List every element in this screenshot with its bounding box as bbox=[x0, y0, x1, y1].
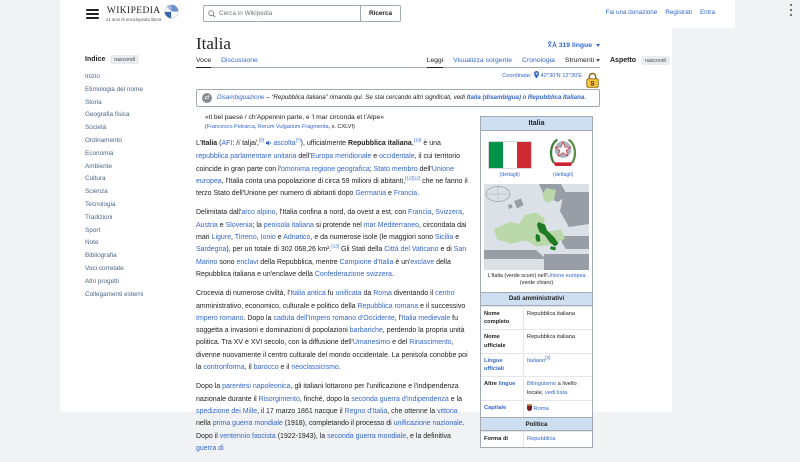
link-enclavi[interactable]: enclavi bbox=[236, 258, 259, 266]
text: ( bbox=[205, 124, 207, 130]
text: , l' bbox=[394, 314, 402, 322]
link-italia-antica[interactable]: Italia antica bbox=[290, 290, 326, 298]
toc-hide-button[interactable]: nascondi bbox=[110, 55, 139, 64]
text: e il successivo bbox=[418, 302, 466, 310]
text: . bbox=[584, 93, 587, 101]
toc-link-note[interactable]: Note bbox=[85, 239, 99, 247]
link-tirreno[interactable]: Tirreno bbox=[234, 234, 257, 242]
text: fu bbox=[325, 290, 336, 298]
roma-shield-icon bbox=[527, 404, 532, 414]
link-vedi-lista[interactable]: vedi lista bbox=[545, 389, 568, 396]
text: – “Repubblica italiana” rimanda qui. Se stai cercando altri significati, vedi bbox=[264, 93, 467, 101]
text: ; bbox=[369, 165, 374, 173]
link-repubblica-parlamentare[interactable]: repubblica parlamentare bbox=[196, 153, 272, 161]
toc-link-etimologia-del-nome[interactable]: Etimologia del nome bbox=[85, 85, 143, 93]
tab-cronologia[interactable]: Cronologia bbox=[522, 57, 555, 64]
infobox-row bbox=[481, 400, 592, 417]
toc-item bbox=[85, 84, 191, 97]
top-header bbox=[60, 0, 735, 28]
language-icon bbox=[547, 40, 557, 51]
link-repubblica[interactable]: Repubblica bbox=[527, 436, 556, 443]
toc-link-tradizioni[interactable]: Tradizioni bbox=[85, 213, 113, 221]
logo-wordmark: WIKIPEDIA bbox=[106, 6, 161, 16]
toc-link-societ[interactable]: Società bbox=[85, 124, 107, 132]
text: e di bbox=[438, 246, 454, 254]
text: e la bbox=[448, 395, 462, 403]
text: . Dopo il bbox=[196, 420, 465, 440]
wikipedia-globe-icon bbox=[164, 4, 179, 24]
text: Nome completo bbox=[484, 310, 510, 325]
infobox-row bbox=[481, 306, 592, 330]
country-infobox bbox=[480, 116, 593, 448]
chevron-down-icon bbox=[596, 59, 600, 62]
appearance-panel bbox=[610, 56, 670, 65]
emblem-details-link[interactable]: (dettagli) bbox=[553, 171, 574, 178]
semi-protection-lock-icon[interactable] bbox=[586, 72, 599, 93]
text: , divenne nuovamente il centro culturale del mondo occidentale. La penisola conobbe poi la bbox=[196, 339, 468, 372]
link-citt-del-vaticano[interactable]: Città del Vaticano bbox=[384, 246, 439, 254]
tab-leggi[interactable]: Leggi bbox=[427, 57, 444, 68]
disambiguation-hatnote bbox=[196, 89, 600, 107]
infobox-section-politica: Politica bbox=[481, 417, 592, 431]
toc-item bbox=[85, 186, 191, 199]
speaker-icon bbox=[266, 139, 272, 151]
link-ascolta[interactable]: ascolta bbox=[273, 140, 296, 147]
text: Altre bbox=[484, 381, 499, 388]
toc-item bbox=[85, 71, 191, 84]
text: fu soggetta a invasioni e dominazioni di popolazioni bbox=[196, 314, 459, 335]
text: e bbox=[453, 234, 460, 242]
toc-link-economia[interactable]: Economia bbox=[85, 149, 114, 157]
toc-link-collegamenti-esterni[interactable]: Collegamenti esterni bbox=[85, 290, 144, 298]
header-link-fai-una-donazione[interactable]: Fai una donazione bbox=[605, 9, 658, 16]
text: è una bbox=[421, 140, 441, 147]
link-unificata[interactable]: unificata bbox=[335, 290, 362, 298]
text: Forma di bbox=[484, 436, 509, 443]
link-unione-europea[interactable]: Unione europea bbox=[196, 165, 454, 185]
text: si protende nel bbox=[313, 221, 364, 229]
link-spedizione-dei-mille[interactable]: spedizione dei Mille bbox=[196, 407, 258, 415]
text: , e da numerose isole (le maggiori sono bbox=[310, 234, 435, 242]
text: Delimitata dall' bbox=[196, 209, 242, 217]
text: della Repubblica italiana e un'enclave della bbox=[196, 258, 451, 278]
toc-item bbox=[85, 109, 191, 122]
infobox-value bbox=[523, 330, 592, 353]
article-tabbar bbox=[196, 57, 600, 68]
infobox-value bbox=[523, 307, 592, 330]
paragraph bbox=[196, 288, 473, 374]
link-lingue-ufficiali[interactable]: Lingue ufficiali bbox=[484, 357, 504, 373]
infobox-value bbox=[523, 377, 592, 400]
text: dell' bbox=[417, 165, 432, 173]
text: , bbox=[462, 209, 465, 217]
more-options-icon[interactable] bbox=[787, 4, 795, 16]
text: , il cui territorio coincide in gran parte con l' bbox=[196, 153, 461, 173]
text: . bbox=[391, 270, 394, 278]
text: da bbox=[361, 290, 374, 298]
text: , il bbox=[244, 364, 254, 372]
appearance-title: Aspetto bbox=[610, 57, 637, 64]
text: , gli italiani lottarono per l'unificazione e l'indipendenza nazionale durante il bbox=[196, 383, 459, 403]
toc-item bbox=[85, 276, 191, 289]
text: , il 17 marzo 1861 nacque il bbox=[257, 407, 345, 415]
link-capitale[interactable]: Capitale bbox=[484, 405, 507, 412]
paragraph bbox=[196, 207, 473, 281]
link-arco-alpino[interactable]: arco alpino bbox=[241, 209, 276, 217]
text: o bbox=[521, 93, 528, 101]
link-vittoria[interactable]: vittoria bbox=[437, 407, 458, 415]
link-adriatico[interactable]: Adriatico bbox=[283, 234, 311, 242]
languages-button[interactable]: 319 lingue bbox=[547, 40, 600, 54]
reference-link[interactable]: [10] bbox=[413, 137, 422, 143]
link-afi[interactable]: AFI bbox=[221, 140, 233, 147]
lead-paragraphs bbox=[196, 138, 473, 455]
link-roma[interactable]: Roma bbox=[373, 290, 392, 298]
paragraph bbox=[196, 381, 473, 455]
text: . bbox=[338, 364, 341, 372]
link-francia[interactable]: Francia bbox=[408, 209, 432, 217]
toc-link-tecnologia[interactable]: Tecnologia bbox=[85, 200, 116, 208]
text: diventando il bbox=[391, 290, 436, 298]
text: e bbox=[275, 234, 284, 242]
text: L' bbox=[196, 140, 202, 147]
toc-item bbox=[85, 97, 191, 110]
tab-strumenti[interactable]: Strumenti bbox=[565, 57, 600, 67]
coordinates bbox=[196, 71, 600, 81]
link-francesco-petrarca[interactable]: Francesco Petrarca bbox=[206, 124, 255, 130]
toc-link-ambiente[interactable]: Ambiente bbox=[85, 162, 112, 170]
appearance-hide-button[interactable]: nascondi bbox=[641, 56, 670, 65]
text: , perdendo la propria unità politica. Tra XV e XVI secolo, con la diffusione dell' bbox=[196, 327, 465, 347]
toc-item bbox=[85, 173, 191, 186]
infobox-value bbox=[523, 401, 592, 417]
user-links bbox=[606, 9, 716, 16]
toc-item bbox=[85, 289, 191, 302]
link-guerra-di[interactable]: guerra di bbox=[196, 444, 224, 452]
infobox-row bbox=[481, 353, 592, 377]
link-germania[interactable]: Germania bbox=[355, 190, 387, 198]
reference-link[interactable]: [13] bbox=[331, 244, 340, 250]
map-pin-icon bbox=[534, 71, 539, 81]
link-umanesimo[interactable]: Umanesimo bbox=[352, 339, 391, 347]
text: ( bbox=[217, 140, 222, 147]
infobox-section-dati-amministrativi: Dati amministrativi bbox=[481, 292, 592, 306]
text: che ne fanno il terzo Stato dell'Unione per numero di abitanti dopo bbox=[196, 177, 468, 198]
text: Dopo la bbox=[196, 383, 223, 391]
link-ventennio-fascista[interactable]: ventennio fascista bbox=[219, 432, 276, 440]
link-seconda-guerra-d-indipendenza[interactable]: seconda guerra d'indipendenza bbox=[351, 395, 449, 403]
paragraph bbox=[196, 138, 473, 200]
text: , finché, dopo la bbox=[299, 395, 352, 403]
toc-item bbox=[85, 161, 191, 174]
link-mar-mediterraneo[interactable]: mar Mediterraneo bbox=[363, 221, 420, 229]
toc-link-voci-correlate[interactable]: Voci correlate bbox=[85, 264, 124, 272]
toc-item bbox=[85, 250, 191, 263]
toc-item bbox=[85, 237, 191, 250]
link-unificazione-nazionale[interactable]: unificazione nazionale bbox=[393, 420, 463, 428]
reference-link[interactable]: [11][12] bbox=[405, 175, 421, 181]
text: , l'Italia conta una popolazione di circa 59 milioni di abitanti, bbox=[221, 177, 406, 185]
text: Gli Stati della bbox=[339, 246, 385, 254]
text: , bbox=[231, 234, 235, 242]
link-controriforma[interactable]: controriforma bbox=[203, 364, 245, 372]
text: e bbox=[371, 153, 380, 161]
link-caduta-dell-impero-romano-d-occidente[interactable]: caduta dell'Impero romano d'Occidente bbox=[273, 314, 395, 322]
text: e bbox=[386, 190, 394, 198]
text: , bbox=[254, 124, 258, 130]
text: è un' bbox=[393, 258, 411, 266]
page-title: Italia bbox=[196, 34, 231, 53]
link-omonima-regione-geografica[interactable]: omonima regione geografica bbox=[281, 165, 370, 173]
svg-text:S: S bbox=[590, 80, 595, 88]
tab-discussione[interactable]: Discussione bbox=[221, 57, 258, 64]
toc-link-ordinamento[interactable]: Ordinamento bbox=[85, 136, 122, 144]
text: , bbox=[411, 140, 414, 147]
text: ), ufficialmente bbox=[300, 140, 349, 147]
link-occidentale[interactable]: occidentale bbox=[379, 153, 415, 161]
infobox-body bbox=[481, 292, 592, 447]
search-icon bbox=[204, 10, 219, 18]
text: . Dopo la bbox=[243, 314, 274, 322]
text: , bbox=[256, 234, 261, 242]
reference-link[interactable]: [2] bbox=[545, 354, 551, 360]
infobox-row bbox=[481, 376, 592, 400]
infobox-row bbox=[481, 329, 592, 353]
link-ligure[interactable]: Ligure bbox=[211, 234, 232, 242]
link-lingue[interactable]: lingue bbox=[498, 381, 516, 388]
reference-link[interactable]: [9] bbox=[258, 137, 264, 143]
link-campione-d-italia[interactable]: Campione d'Italia bbox=[339, 258, 394, 266]
link-stato-membro[interactable]: Stato membro bbox=[373, 165, 418, 173]
text: Repubblica italiana bbox=[348, 140, 412, 147]
table-of-contents bbox=[85, 55, 191, 301]
link-europa-meridionale[interactable]: Europa meridionale bbox=[310, 153, 372, 161]
toc-item bbox=[85, 263, 191, 276]
link-exclave[interactable]: exclave bbox=[410, 258, 435, 266]
infobox-row bbox=[481, 431, 592, 446]
link-barbariche[interactable]: barbariche bbox=[349, 327, 383, 335]
link-impero-romano[interactable]: Impero romano bbox=[196, 314, 244, 322]
map-caption bbox=[481, 270, 592, 292]
text: Crocevia di numerose civiltà, l' bbox=[196, 290, 291, 298]
tabs-right bbox=[427, 57, 600, 67]
infobox-label bbox=[481, 307, 523, 330]
reference-link[interactable]: [?] bbox=[295, 137, 301, 143]
toc-link-sport[interactable]: Sport bbox=[85, 226, 101, 234]
italy-flag-image[interactable] bbox=[488, 141, 532, 169]
text: dell' bbox=[296, 153, 311, 161]
search-button[interactable]: Ricerca bbox=[360, 6, 400, 21]
text: : /iˈtalja/, bbox=[232, 140, 259, 147]
toc-item bbox=[85, 212, 191, 225]
text: amministrativo, economico, culturale e politico della bbox=[196, 302, 358, 310]
text: , s. CXLVI) bbox=[328, 124, 355, 130]
text: (1922-1943), la bbox=[275, 432, 328, 440]
link-san-marino[interactable]: San Marino bbox=[196, 246, 467, 266]
toc-list bbox=[85, 71, 191, 301]
link-unitaria[interactable]: unitaria bbox=[273, 153, 297, 161]
search-bar bbox=[203, 5, 401, 22]
link-rinascimento[interactable]: Rinascimento bbox=[409, 339, 452, 347]
hatnote-text bbox=[217, 93, 593, 103]
toc-link-cultura[interactable]: Cultura bbox=[85, 175, 106, 183]
link-sardegna[interactable]: Sardegna bbox=[196, 246, 227, 254]
text: , che ottenne la bbox=[387, 407, 438, 415]
text: e bbox=[217, 221, 226, 229]
coordinates-label-link[interactable]: Coordinate: bbox=[502, 72, 532, 79]
toc-link-scienza[interactable]: Scienza bbox=[85, 188, 108, 196]
toc-link-bibliografia[interactable]: Bibliografia bbox=[85, 252, 117, 260]
text: Repubblica italiana bbox=[527, 334, 576, 341]
infobox-label bbox=[481, 432, 523, 446]
flag-details-link[interactable]: (dettagli) bbox=[499, 171, 520, 178]
link-rerum-vulgarium-fragmenta[interactable]: Rerum Vulgarium Fragmenta bbox=[257, 124, 329, 130]
link-disambiguazione[interactable]: Disambiguazione bbox=[217, 93, 265, 101]
infobox-label bbox=[481, 377, 523, 400]
link-slovenia[interactable]: Slovenia bbox=[225, 221, 253, 229]
text: sono bbox=[217, 258, 237, 266]
toc-link-geografia-fisica[interactable]: Geografia fisica bbox=[85, 111, 130, 119]
text: ; la bbox=[252, 221, 264, 229]
link-unione-europea[interactable]: Unione europea bbox=[547, 272, 586, 279]
link-penisola-italiana[interactable]: penisola italiana bbox=[263, 221, 314, 229]
infobox-label bbox=[481, 330, 523, 353]
wikipedia-logo[interactable] bbox=[106, 4, 179, 24]
infobox-title: Italia bbox=[481, 117, 592, 131]
link-centro[interactable]: centro bbox=[435, 290, 455, 298]
infobox-label bbox=[481, 354, 523, 377]
text: e il bbox=[278, 364, 292, 372]
link-repubblica-romana[interactable]: Repubblica romana bbox=[357, 302, 419, 310]
coordinates-value-link[interactable]: 42°30′N 12°30′E bbox=[540, 72, 582, 79]
link-austria[interactable]: Austria bbox=[196, 221, 218, 229]
link-italia-disambigua[interactable]: Italia (disambigua) bbox=[466, 93, 522, 101]
link-roma[interactable]: Roma bbox=[533, 406, 549, 413]
chevron-down-icon bbox=[596, 44, 600, 47]
toc-title: Indice bbox=[85, 56, 106, 63]
link-francia[interactable]: Francia bbox=[393, 190, 418, 198]
text: Italia bbox=[201, 140, 218, 147]
eu-locator-map-image[interactable] bbox=[481, 184, 592, 270]
infobox-value bbox=[523, 354, 592, 377]
logo-tagline: 21 anni di enciclopedia libera bbox=[106, 17, 162, 22]
text: (verde chiaro) bbox=[519, 280, 554, 287]
text: . bbox=[417, 190, 420, 198]
tabs-left bbox=[196, 57, 258, 67]
tab-voce[interactable]: Voce bbox=[196, 57, 211, 68]
link-prima-guerra-mondiale[interactable]: prima guerra mondiale bbox=[212, 420, 283, 428]
epigraph-quote: «Il bel paese / ch'Appennin parte, e 'l mar circonda et l'Alpe» bbox=[205, 113, 384, 121]
text: , bbox=[431, 209, 436, 217]
link-barocco[interactable]: barocco bbox=[253, 364, 279, 372]
header-link-registrati[interactable]: Registrati bbox=[665, 9, 692, 16]
link-confederazione-svizzera[interactable]: Confederazione svizzera bbox=[314, 270, 392, 278]
text: , l'Italia confina a nord, da ovest a est, con bbox=[275, 209, 409, 217]
toc-item bbox=[85, 199, 191, 212]
toc-item bbox=[85, 135, 191, 148]
tab-visualizza-sorgente[interactable]: Visualizza sorgente bbox=[453, 57, 513, 64]
text: ), per un totale di 302 068,26 km². bbox=[226, 246, 332, 254]
text: a livello locale, bbox=[527, 381, 577, 396]
toc-item bbox=[85, 122, 191, 135]
link-svizzera[interactable]: Svizzera bbox=[435, 209, 463, 217]
text: e del bbox=[390, 339, 410, 347]
infobox-label bbox=[481, 401, 523, 417]
hamburger-menu-icon[interactable] bbox=[86, 9, 99, 19]
text: , e la definitiva bbox=[406, 432, 451, 440]
link-parentesi-napoleonica[interactable]: parentesi napoleonica bbox=[222, 383, 291, 391]
link-neoclassicismo[interactable]: neoclassicismo bbox=[291, 364, 339, 372]
disambiguation-icon: ⇄ bbox=[202, 93, 212, 103]
link-repubblica-italiana[interactable]: Repubblica Italiana bbox=[527, 93, 585, 101]
link-italiano[interactable]: Italiano bbox=[527, 357, 546, 364]
toc-link-altri-progetti[interactable]: Altri progetti bbox=[85, 277, 120, 285]
toc-item bbox=[85, 225, 191, 238]
page-body bbox=[60, 28, 672, 452]
link-risorgimento[interactable]: Risorgimento bbox=[258, 395, 300, 403]
text: nella bbox=[196, 420, 213, 428]
toc-link-storia[interactable]: Storia bbox=[85, 98, 102, 106]
infobox-value bbox=[523, 432, 592, 446]
link-italia-medievale[interactable]: Italia medievale bbox=[401, 314, 451, 322]
text: della Repubblica, mentre bbox=[258, 258, 340, 266]
toc-link-inizio[interactable]: Inizio bbox=[85, 73, 100, 80]
link-ionio[interactable]: Ionio bbox=[260, 234, 276, 242]
link-regno-d-italia[interactable]: Regno d'Italia bbox=[344, 407, 388, 415]
text: Nome ufficiale bbox=[484, 334, 506, 349]
link-sicilia[interactable]: Sicilia bbox=[434, 234, 454, 242]
link-seconda-guerra-mondiale[interactable]: seconda guerra mondiale bbox=[327, 432, 407, 440]
toc-item bbox=[85, 148, 191, 161]
link-bilinguismo[interactable]: Bilinguismo bbox=[527, 381, 557, 388]
italy-emblem-image[interactable] bbox=[546, 136, 580, 169]
header-link-entra[interactable]: Entra bbox=[699, 9, 715, 16]
text: Repubblica italiana bbox=[527, 310, 576, 317]
text: (1918), completando il processo di bbox=[282, 420, 394, 428]
text: , circondata dai mari bbox=[196, 221, 467, 242]
search-input[interactable] bbox=[219, 10, 360, 17]
text: L'Italia (verde scuro) nell' bbox=[487, 272, 548, 279]
